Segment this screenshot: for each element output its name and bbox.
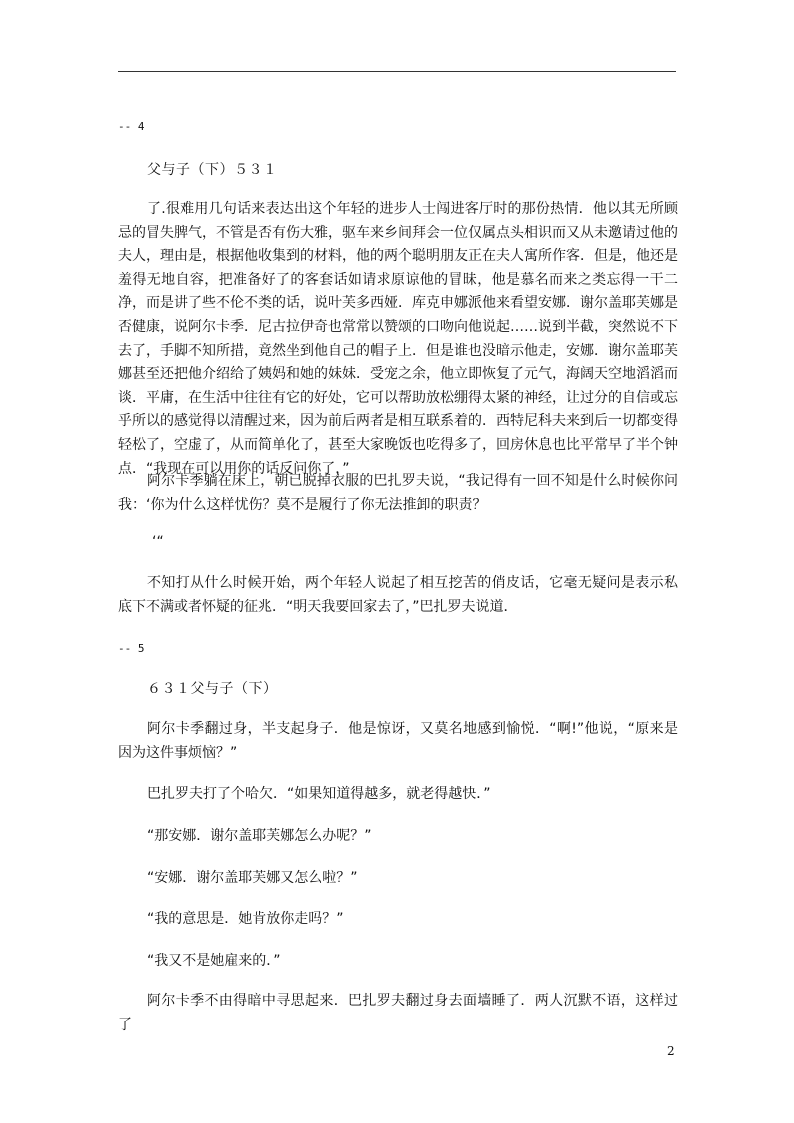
paragraph: 阿尔卡季躺在床上，朝已脱掉衣服的巴扎罗夫说，“我记得有一回不知是什么时候你问我：‘你为什么这样忧伤？莫不是履行了你无法推卸的职责？ <box>118 473 678 513</box>
paragraph: 巴扎罗夫打了个哈欠．“如果知道得越多，就老得越快．” <box>147 786 491 802</box>
paragraph: “安娜．谢尔盖耶芙娜又怎么啦？” <box>147 870 358 886</box>
paragraph: ‘“ <box>152 534 164 550</box>
page-marker: -- 5 <box>118 642 145 655</box>
paragraph-block <box>118 572 678 619</box>
section-heading: 父与子（下）５３１ <box>147 162 278 178</box>
paragraph: 不知打从什么时候开始，两个年轻人说起了相互挖苦的俏皮话，它毫无疑问是表示私底下不满或者怀疑的征兆．“明天我要回家去了，”巴扎罗夫说道． <box>118 575 678 615</box>
paragraph: 阿尔卡季翻过身，半支起身子．他是惊讶，又莫名地感到愉悦．“啊!”他说，“原来是因为这件事烦恼？” <box>118 721 678 761</box>
section-heading: ６３１父与子（下） <box>147 681 278 697</box>
paragraph-block <box>118 718 678 765</box>
header-rule <box>118 71 676 72</box>
paragraph: “我又不是她雇来的．” <box>147 953 281 969</box>
paragraph: “我的意思是．她肯放你走吗？” <box>147 911 344 927</box>
paragraph-block <box>118 470 678 517</box>
paragraph: 了.很难用几句话来表达出这个年轻的进步人士闯进客厅时的那份热情．他以其无所顾忌的冒失脾气，不管是否有伤大雅，驱车来乡间拜会一位仅属点头相识而又从未邀请过他的夫人，理由是，根据他收集到的材料，他的两个聪明朋友正在夫人寓所作客．但是，他还是羞得无地自容，把准备好了的客套话如请求原谅他的冒昧，他是慕名而来之类忘得一干二净，而是讲了些不伦不类的话，说叶芙多西娅．库克申娜派他来看望安娜．谢尔盖耶芙娜是否健康，说阿尔卡季．尼古拉伊奇也常常以赞颂的口吻向他说起……说到半截，突然说不下去了，手脚不知所措，竟然坐到他自己的帽子上．但是谁也没暗示他走，安娜．谢尔盖耶芙娜甚至还把他介绍给了姨妈和她的妹妹．受宠之余，他立即恢复了元气，海阔天空地滔滔而谈．平庸，在生活中往往有它的好处，它可以帮助放松绷得太紧的神经，让过分的自信或忘乎所以的感觉得以清醒过来，因为前后两者是相互联系着的．西特尼科夫来到后一切都变得轻松了，空虚了，从而简单化了，甚至大家晚饭也吃得多了，回房休息也比平常早了半个钟点．“我现在可以用你的话反问你了，” <box>118 201 678 477</box>
paragraph-block <box>118 990 678 1037</box>
paragraph-block <box>118 198 678 481</box>
page-number: 2 <box>667 1044 675 1058</box>
paragraph: 阿尔卡季不由得暗中寻思起来．巴扎罗夫翻过身去面墙睡了．两人沉默不语，这样过了 <box>118 993 678 1033</box>
paragraph: “那安娜．谢尔盖耶芙娜怎么办呢？” <box>147 828 372 844</box>
page-marker: -- 4 <box>118 120 145 133</box>
